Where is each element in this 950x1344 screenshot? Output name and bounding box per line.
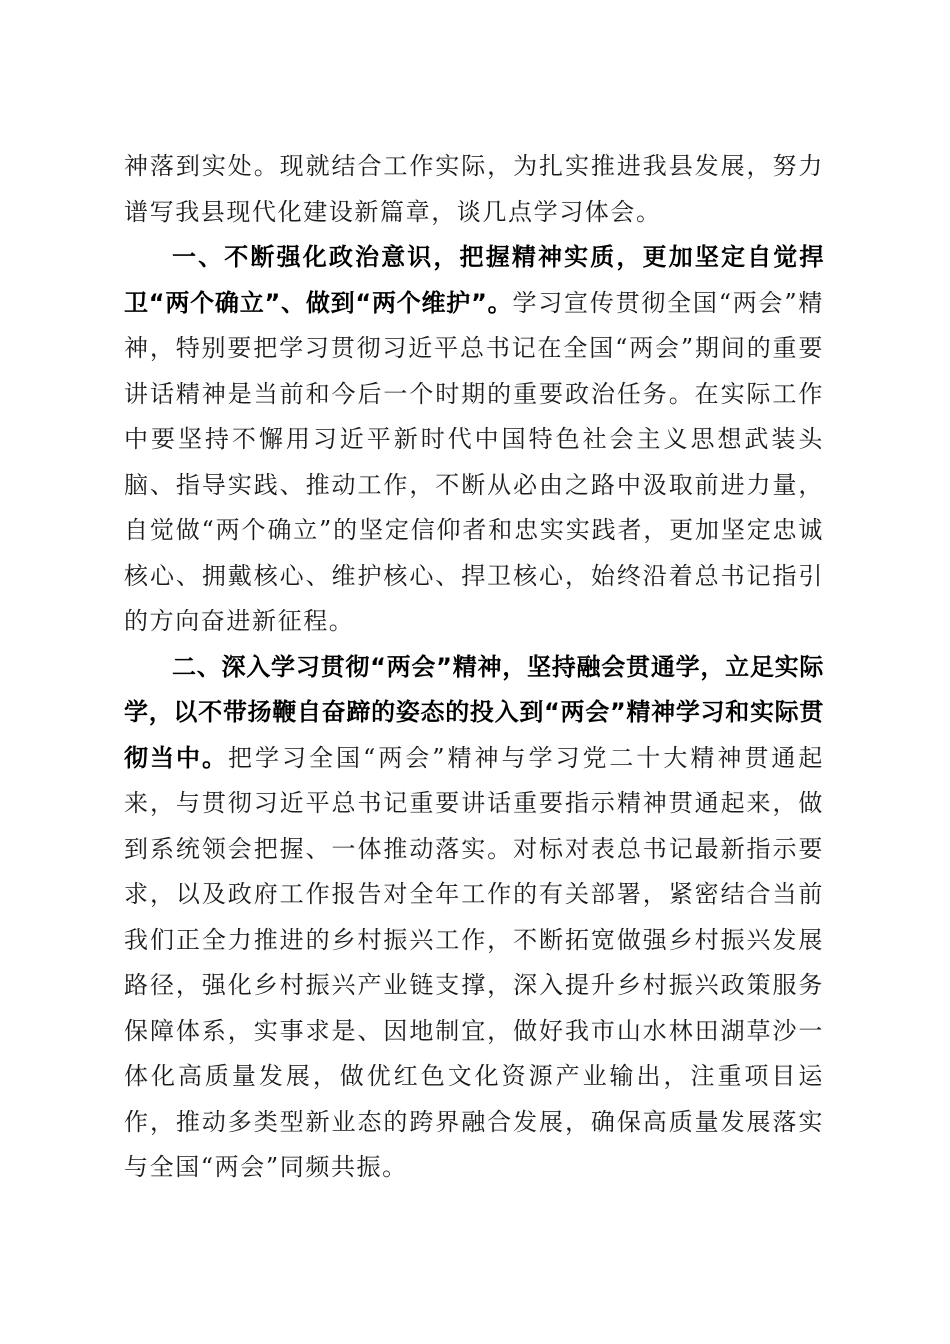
section-heading: 一、不断强化政治意识，把握精神实质，更加坚定自觉捍卫“两个确立”、做到“两个维护”。 (124, 243, 824, 317)
paragraph-text: 把学习全国“两会”精神与学习党二十大精神贯通起来，与贯彻习近平总书记重要讲话重要指示精神贯通起来，做到系统领会把握、一体推动落实。对标对表总书记最新指示要求，以及政府工作报告对全年工作的有关部署，紧密结合当前我们正全力推进的乡村振兴工作，不断拓宽做强乡村振兴发展路径，强化乡村振兴产业链支撑，深入提升乡村振兴政策服务保障体系，实事求是、因地制宜，做好我市山水林田湖草沙一体化高质量发展，做优红色文化资源产业输出，注重项目运作，推动多类型新业态的跨界融合发展，确保高质量发展落实与全国“两会”同频共振。 (124, 743, 824, 1181)
paragraph-continuation (124, 144, 824, 235)
paragraph-section-1 (124, 235, 824, 645)
paragraph-text: 学习宣传贯彻全国“两会”精神，特别要把学习贯彻习近平总书记在全国“两会”期间的重要讲话精神是当前和今后一个时期的重要政治任务。在实际工作中要坚持不懈用习近平新时代中国特色社会主义思想武装头脑、指导实践、推动工作，不断从必由之路中汲取前进力量，自觉做“两个确立”的坚定信仰者和忠实实践者，更加坚定忠诚核心、拥戴核心、维护核心、捍卫核心，始终沿着总书记指引的方向奋进新征程。 (124, 288, 824, 635)
paragraph-text: 神落到实处。现就结合工作实际，为扎实推进我县发展，努力谱写我县现代化建设新篇章，谈几点学习体会。 (124, 152, 824, 226)
section-heading: 二、深入学习贯彻“两会”精神，坚持融会贯通学，立足实际学，以不带扬鞭自奋蹄的姿态的投入到“两会”精神学习和实际贯彻当中。 (124, 652, 824, 772)
document-body (124, 144, 824, 1191)
paragraph-section-2 (124, 645, 824, 1191)
